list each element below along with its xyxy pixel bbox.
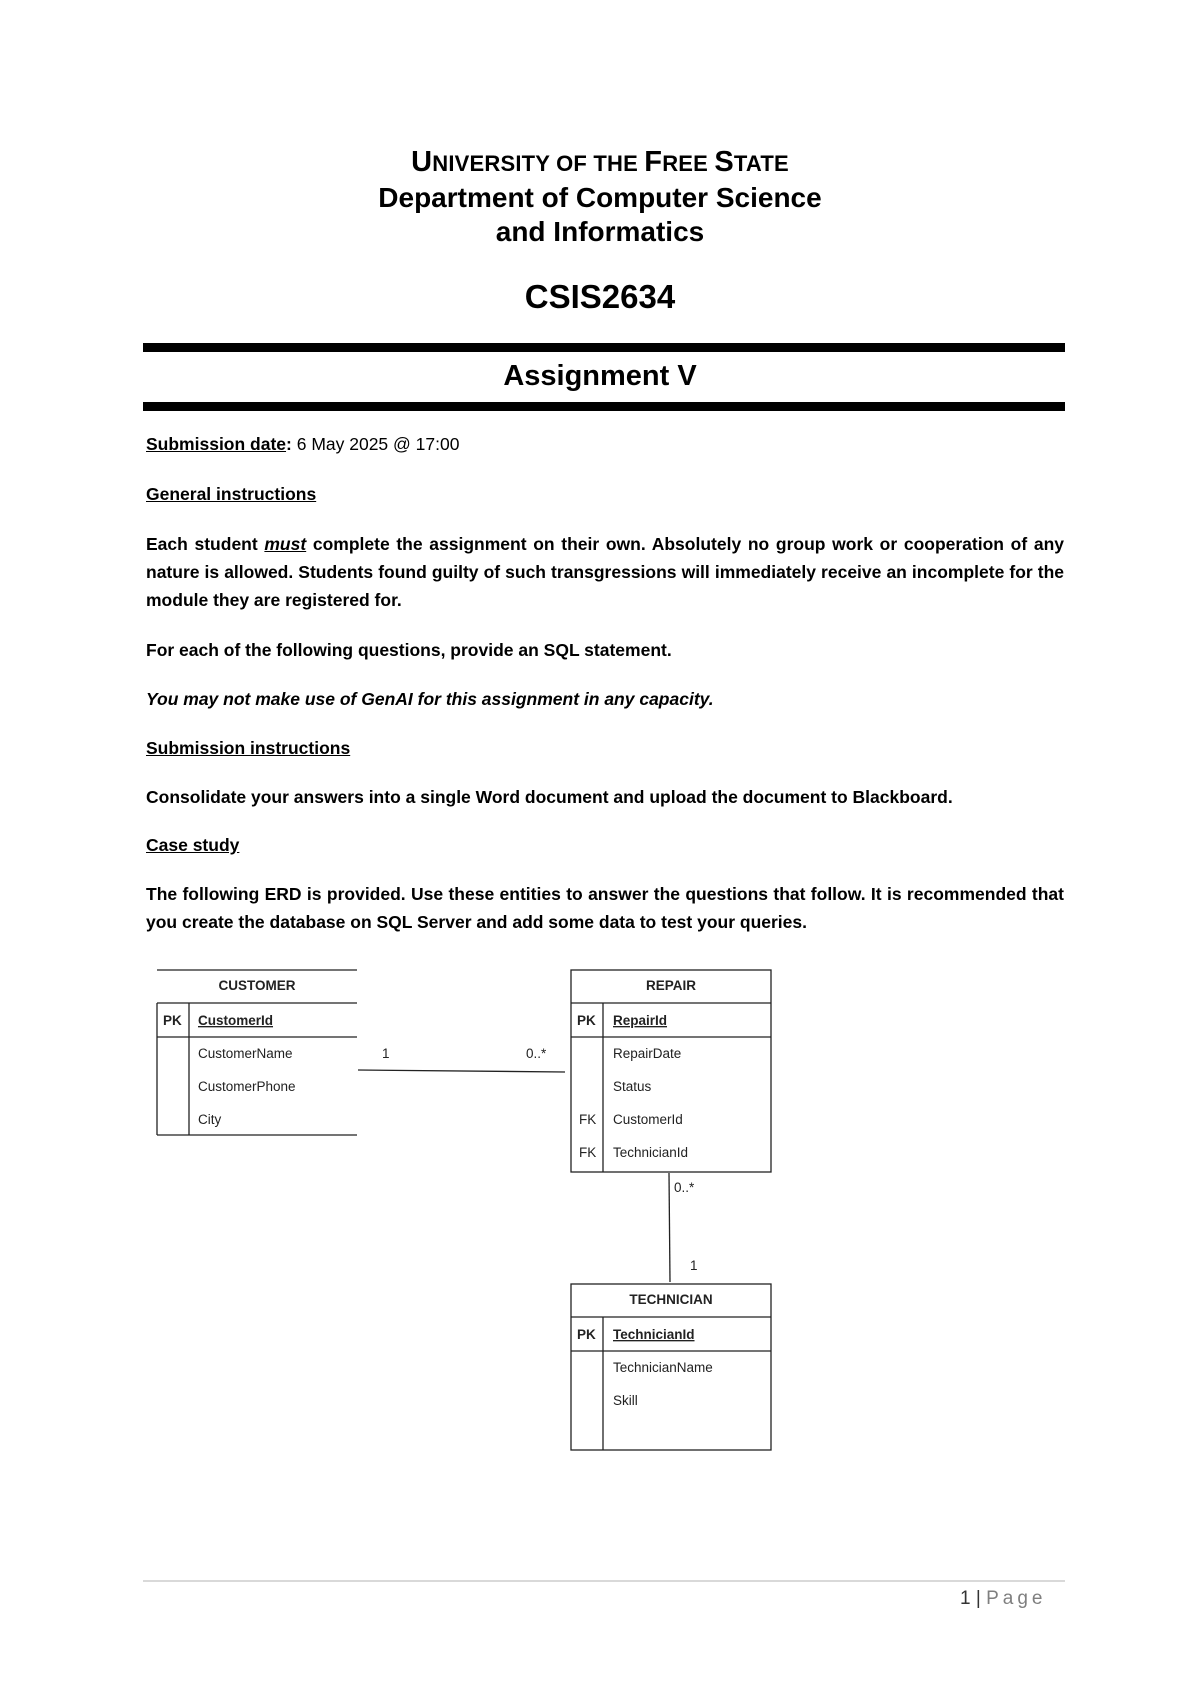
repair-field: TechnicianId: [613, 1145, 689, 1160]
technician-entity-title: TECHNICIAN: [629, 1292, 713, 1307]
repair-field: Status: [613, 1079, 652, 1094]
page-number: 1: [960, 1588, 971, 1609]
cardinality-one: 1: [690, 1258, 698, 1273]
repair-pk-label: PK: [577, 1013, 596, 1028]
technician-pk-field: TechnicianId: [613, 1327, 695, 1342]
genai-restriction: You may not make use of GenAI for this assignment in any capacity.: [146, 689, 714, 709]
technician-pk-label: PK: [577, 1327, 596, 1342]
technician-field: TechnicianName: [613, 1360, 713, 1375]
submission-date-label: Submission date: [146, 434, 287, 454]
submission-instructions-text: Consolidate your answers into a single Word document and upload the document to Blackboard.: [146, 787, 953, 807]
submission-date: Submission date: 6 May 2025 @ 17:00: [146, 434, 460, 454]
cardinality-one: 1: [382, 1046, 390, 1061]
repair-pk-field: RepairId: [613, 1013, 668, 1028]
customer-pk-field: CustomerId: [198, 1013, 274, 1028]
customer-field: CustomerPhone: [198, 1079, 296, 1094]
page-label: Page: [986, 1588, 1047, 1609]
technician-field: Skill: [613, 1393, 638, 1408]
customer-pk-label: PK: [163, 1013, 182, 1028]
repair-field: CustomerId: [613, 1112, 683, 1127]
sql-statement-instruction: For each of the following questions, provide an SQL statement.: [146, 640, 672, 660]
repair-field: RepairDate: [613, 1046, 682, 1061]
footer-rule: [143, 1580, 1065, 1582]
customer-field: City: [198, 1112, 222, 1127]
case-study-text: The following ERD is provided. Use these entities to answer the questions that follow. It is recommended that you create the database on SQL Server and add some data to test your queries.: [146, 884, 1064, 932]
repair-fk-label: FK: [579, 1112, 597, 1127]
repair-entity-title: REPAIR: [645, 978, 697, 993]
case-study-heading: Case study: [146, 835, 240, 855]
general-instructions-paragraph: Each student must complete the assignment on their own. Absolutely no group work or cooperation of any nature is allowed. Students found guilty of such transgressions will immediately receive an incomplete for the module they are registered for.: [146, 534, 1064, 610]
customer-field: CustomerName: [198, 1046, 293, 1061]
general-instructions-heading: General instructions: [146, 484, 317, 504]
university-name: UNIVERSITY OF THE FREE STATE: [411, 146, 789, 178]
cardinality-many: 0..*: [674, 1180, 695, 1195]
cardinality-many: 0..*: [526, 1046, 547, 1061]
submission-instructions-heading: Submission instructions: [146, 738, 351, 758]
page-footer: 1 | Page: [960, 1588, 1047, 1609]
submission-date-value: 6 May 2025 @ 17:00: [291, 434, 460, 454]
customer-entity-title: CUSTOMER: [218, 978, 296, 993]
department-name: Department of Computer Science and Informatics: [378, 182, 822, 247]
course-code: CSIS2634: [524, 278, 676, 315]
assignment-title: Assignment V: [503, 360, 697, 392]
repair-fk-label: FK: [579, 1145, 597, 1160]
